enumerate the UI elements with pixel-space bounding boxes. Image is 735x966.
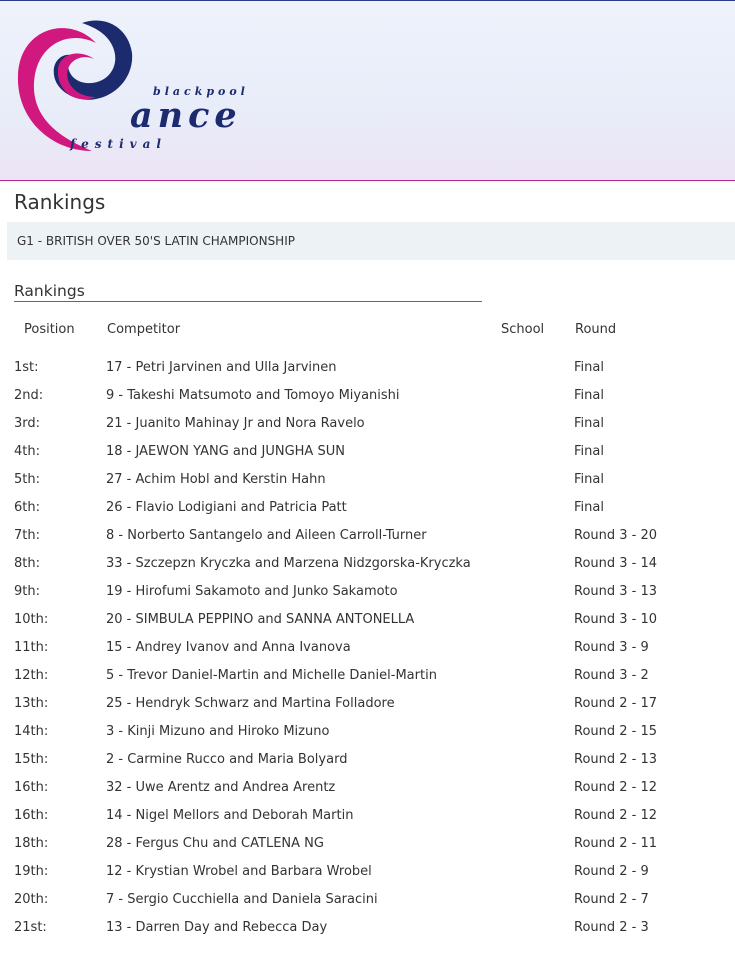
position-cell: 16th: bbox=[14, 780, 49, 795]
logo-text-ance: ance bbox=[130, 95, 242, 136]
round-cell: Round 2 - 12 bbox=[574, 780, 658, 795]
position-cell: 11th: bbox=[14, 640, 49, 655]
position-cell: 10th: bbox=[14, 612, 49, 627]
competitor-cell: 17 - Petri Jarvinen and Ulla Jarvinen bbox=[106, 360, 337, 375]
column-header-competitor: Competitor bbox=[107, 322, 181, 337]
table-row bbox=[0, 354, 735, 382]
table-row bbox=[0, 830, 735, 858]
table-row bbox=[0, 522, 735, 550]
table-row bbox=[0, 914, 735, 942]
round-cell: Final bbox=[574, 416, 604, 431]
position-cell: 1st: bbox=[14, 360, 39, 375]
position-cell: 13th: bbox=[14, 696, 49, 711]
round-cell: Round 2 - 17 bbox=[574, 696, 658, 711]
round-cell: Round 3 - 13 bbox=[574, 584, 658, 599]
position-cell: 8th: bbox=[14, 556, 40, 571]
position-cell: 3rd: bbox=[14, 416, 41, 431]
round-cell: Round 3 - 2 bbox=[574, 668, 649, 683]
position-cell: 9th: bbox=[14, 584, 40, 599]
position-cell: 5th: bbox=[14, 472, 40, 487]
competitor-cell: 13 - Darren Day and Rebecca Day bbox=[106, 920, 328, 935]
section-title: Rankings bbox=[14, 282, 482, 302]
competitor-cell: 19 - Hirofumi Sakamoto and Junko Sakamoto bbox=[106, 584, 398, 599]
column-header-school: School bbox=[501, 322, 545, 337]
competitor-cell: 15 - Andrey Ivanov and Anna Ivanova bbox=[106, 640, 351, 655]
competitor-cell: 18 - JAEWON YANG and JUNGHA SUN bbox=[106, 444, 345, 459]
event-name-bar: G1 - BRITISH OVER 50'S LATIN CHAMPIONSHIP bbox=[7, 222, 735, 260]
competitor-cell: 21 - Juanito Mahinay Jr and Nora Ravelo bbox=[106, 416, 365, 431]
round-cell: Round 3 - 14 bbox=[574, 556, 658, 571]
round-cell: Final bbox=[574, 444, 604, 459]
competitor-cell: 27 - Achim Hobl and Kerstin Hahn bbox=[106, 472, 326, 487]
table-row bbox=[0, 718, 735, 746]
table-row bbox=[0, 774, 735, 802]
position-cell: 20th: bbox=[14, 892, 49, 907]
round-cell: Round 2 - 7 bbox=[574, 892, 649, 907]
table-row bbox=[0, 662, 735, 690]
rankings-table bbox=[0, 354, 735, 942]
round-cell: Round 2 - 13 bbox=[574, 752, 658, 767]
site-header bbox=[0, 0, 735, 181]
competitor-cell: 8 - Norberto Santangelo and Aileen Carroll-Turner bbox=[106, 528, 427, 543]
page-title: Rankings bbox=[14, 190, 106, 214]
round-cell: Final bbox=[574, 388, 604, 403]
round-cell: Final bbox=[574, 472, 604, 487]
position-cell: 7th: bbox=[14, 528, 40, 543]
position-cell: 6th: bbox=[14, 500, 40, 515]
table-row bbox=[0, 858, 735, 886]
round-cell: Round 2 - 9 bbox=[574, 864, 649, 879]
table-row bbox=[0, 634, 735, 662]
competitor-cell: 20 - SIMBULA PEPPINO and SANNA ANTONELLA bbox=[106, 612, 415, 627]
round-cell: Round 2 - 15 bbox=[574, 724, 658, 739]
round-cell: Round 3 - 20 bbox=[574, 528, 658, 543]
competitor-cell: 9 - Takeshi Matsumoto and Tomoyo Miyanishi bbox=[106, 388, 400, 403]
round-cell: Round 2 - 12 bbox=[574, 808, 658, 823]
table-row bbox=[0, 382, 735, 410]
table-row bbox=[0, 550, 735, 578]
table-row bbox=[0, 746, 735, 774]
table-row bbox=[0, 606, 735, 634]
competitor-cell: 25 - Hendryk Schwarz and Martina Folladore bbox=[106, 696, 395, 711]
position-cell: 19th: bbox=[14, 864, 49, 879]
round-cell: Final bbox=[574, 500, 604, 515]
position-cell: 16th: bbox=[14, 808, 49, 823]
table-row bbox=[0, 886, 735, 914]
competitor-cell: 33 - Szczepzn Kryczka and Marzena Nidzgorska-Kryczka bbox=[106, 556, 471, 571]
competitor-cell: 2 - Carmine Rucco and Maria Bolyard bbox=[106, 752, 348, 767]
competitor-cell: 26 - Flavio Lodigiani and Patricia Patt bbox=[106, 500, 347, 515]
competitor-cell: 7 - Sergio Cucchiella and Daniela Saracini bbox=[106, 892, 378, 907]
table-row bbox=[0, 438, 735, 466]
table-row bbox=[0, 690, 735, 718]
competitor-cell: 12 - Krystian Wrobel and Barbara Wrobel bbox=[106, 864, 372, 879]
position-cell: 4th: bbox=[14, 444, 40, 459]
column-header-position: Position bbox=[24, 322, 75, 337]
table-row bbox=[0, 494, 735, 522]
round-cell: Round 2 - 11 bbox=[574, 836, 658, 851]
table-row bbox=[0, 466, 735, 494]
round-cell: Final bbox=[574, 360, 604, 375]
position-cell: 2nd: bbox=[14, 388, 44, 403]
round-cell: Round 3 - 9 bbox=[574, 640, 649, 655]
competitor-cell: 28 - Fergus Chu and CATLENA NG bbox=[106, 836, 324, 851]
round-cell: Round 2 - 3 bbox=[574, 920, 649, 935]
position-cell: 21st: bbox=[14, 920, 47, 935]
round-cell: Round 3 - 10 bbox=[574, 612, 658, 627]
blackpool-dance-festival-logo[interactable] bbox=[10, 13, 260, 163]
competitor-cell: 3 - Kinji Mizuno and Hiroko Mizuno bbox=[106, 724, 330, 739]
position-cell: 12th: bbox=[14, 668, 49, 683]
position-cell: 15th: bbox=[14, 752, 49, 767]
competitor-cell: 14 - Nigel Mellors and Deborah Martin bbox=[106, 808, 354, 823]
table-row bbox=[0, 802, 735, 830]
competitor-cell: 5 - Trevor Daniel-Martin and Michelle Daniel-Martin bbox=[106, 668, 437, 683]
table-row bbox=[0, 410, 735, 438]
column-header-round: Round bbox=[575, 322, 617, 337]
table-row bbox=[0, 578, 735, 606]
logo-text-festival: festival bbox=[70, 137, 167, 151]
position-cell: 14th: bbox=[14, 724, 49, 739]
position-cell: 18th: bbox=[14, 836, 49, 851]
competitor-cell: 32 - Uwe Arentz and Andrea Arentz bbox=[106, 780, 336, 795]
logo-text-blackpool: blackpool bbox=[153, 85, 249, 98]
